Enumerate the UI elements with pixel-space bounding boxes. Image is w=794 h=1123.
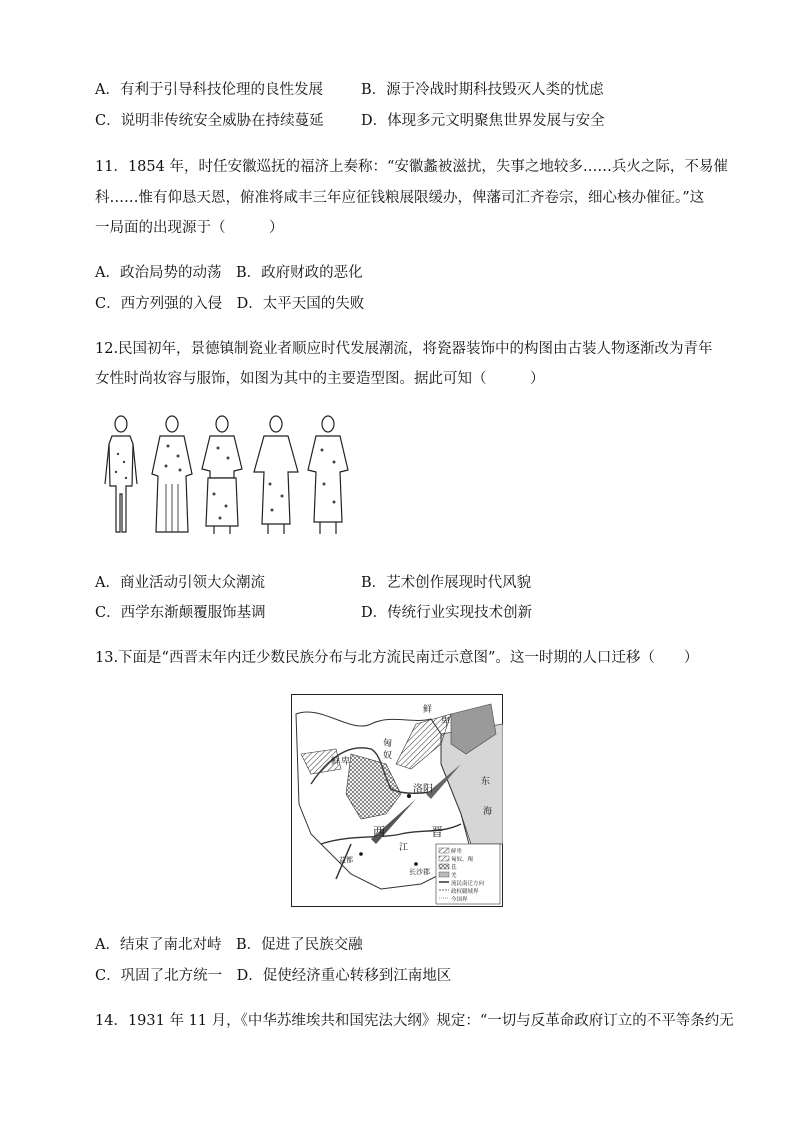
q10-option-b: B．源于冷战时期科技毁灭人类的忧虑: [361, 82, 604, 98]
map-label-dong: 东: [481, 777, 491, 787]
map-label-xianbei-w2: 卑: [341, 757, 351, 767]
costume-figure-1: [105, 416, 137, 532]
q12-stem-line-1: 12.民国初年，景德镇制瓷业者顺应时代发展潮流，将瓷器装饰中的构图由古装人物逐渐改为青年: [95, 341, 713, 357]
q12-stem-line-2: 女性时尚妆容与服饰，如图为其中的主要造型图。据此可知（ ）: [95, 371, 545, 387]
map-legend: [436, 844, 500, 904]
map-label-chengdu: 益都: [339, 856, 353, 864]
map-label-jiang: 江: [399, 843, 409, 853]
q10-option-c: C．说明非传统安全威胁在持续蔓延: [95, 113, 324, 129]
map-label-hai: 海: [483, 807, 493, 817]
map-label-xiongnu-1: 匈: [383, 739, 393, 749]
costume-figure-5: [308, 416, 348, 534]
q12-option-b: B．艺术创作展现时代风貌: [361, 575, 532, 591]
q10-option-d: D．体现多元文明聚焦世界发展与安全: [361, 113, 605, 129]
costume-figure-2: [152, 416, 192, 532]
legend-item-1: 鲜卑: [451, 849, 463, 855]
q11-stem-line-2: 科……惟有仰恳天恩，俯准将咸丰三年应征钱粮展限缓办，俾藩司汇齐卷宗，细心核办催征。”这: [95, 190, 705, 206]
costume-figure-4: [254, 416, 298, 534]
map-label-xianbei-2: 卑: [441, 717, 451, 727]
map-label-luoyang: 洛阳: [413, 784, 433, 795]
map-label-changsha: 长沙郡: [409, 868, 430, 876]
q11-options-cd: C．西方列强的入侵 D．太平天国的失败: [95, 296, 365, 312]
q11-stem-line-1: 11．1854 年，时任安徽巡抚的福济上奏称：“安徽蠡被滋扰，失事之地较多……兵火之际，不易催: [95, 159, 728, 175]
q12-option-a: A．商业活动引领大众潮流: [95, 575, 265, 591]
q13-options-ab: A．结束了南北对峙 B．促进了民族交融: [95, 937, 363, 953]
map-label-xianbei-w1: 鲜: [331, 757, 341, 767]
q11-options-ab: A．政治局势的动荡 B．政府财政的恶化: [95, 265, 363, 281]
map-label-xianbei-1: 鲜: [423, 705, 433, 715]
q14-stem-line-1: 14．1931 年 11 月，《中华苏维埃共和国宪法大纲》规定：“一切与反革命政府订立的不平等条约无: [95, 1013, 734, 1029]
costume-figures-image: [100, 414, 362, 542]
map-label-jin: 晋: [431, 825, 444, 839]
legend-item-2: 匈奴、羯: [451, 857, 474, 863]
q13-stem: 13.下面是“西晋末年内迁少数民族分布与北方流民南迁示意图”。这一时期的人口迁移（ ）: [95, 650, 699, 666]
map-label-xiongnu-2: 奴: [383, 751, 393, 761]
legend-item-4: 羌: [451, 873, 457, 879]
q13-options-cd: C．巩固了北方统一 D．促使经济重心转移到江南地区: [95, 968, 452, 984]
legend-item-5: 流民南迁方向: [451, 881, 485, 887]
costume-figure-3: [202, 416, 242, 534]
q12-option-d: D．传统行业实现技术创新: [361, 605, 533, 621]
legend-item-6: 政权疆域界: [451, 889, 479, 895]
legend-item-7: 今国界: [451, 897, 468, 903]
q10-option-a: A．有利于引导科技伦理的良性发展: [95, 82, 323, 98]
q11-stem-line-3: 一局面的出现源于（ ）: [95, 220, 284, 236]
map-label-xi: 西: [373, 825, 386, 839]
migration-map-image: [291, 694, 503, 907]
q12-option-c: C．西学东渐颠覆服饰基调: [95, 605, 266, 621]
legend-item-3: 氐: [451, 865, 457, 871]
